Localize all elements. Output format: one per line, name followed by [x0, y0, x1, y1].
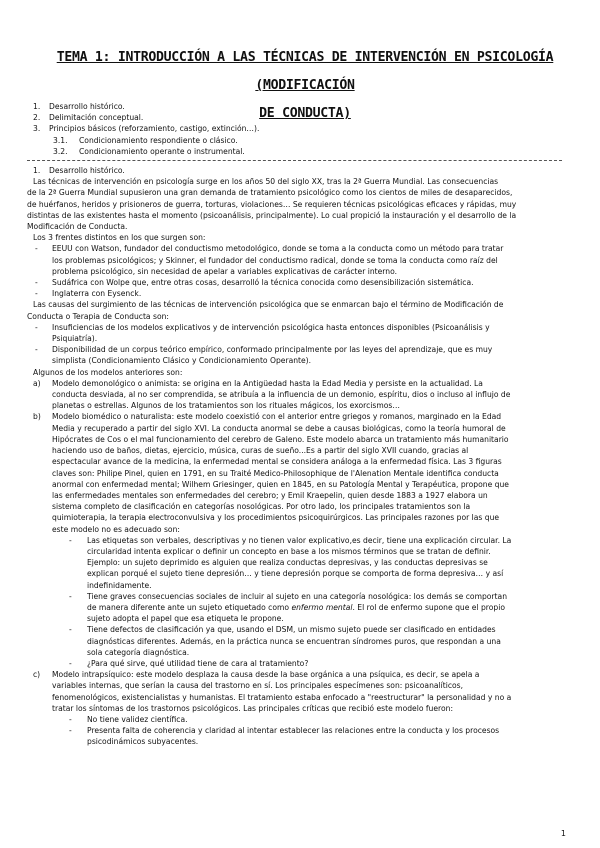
model-a: a) Modelo demonológico o animista: se origina en la Antigüedad hasta la Edad Media y persiste en la actualidad. La conducta desviada, al no ser comprendida, se atribuía a la influencia de un demonio, espíritu, dios o incluso al influjo de planetas o estrellas. Algunos de los tratamientos son los rituales mágicos, los exorcismos…	[33, 378, 511, 411]
table-of-contents	[27, 101, 562, 157]
section-heading: 1. Desarrollo histórico.	[33, 166, 125, 176]
section-divider	[27, 160, 562, 161]
models-intro: Algunos de los modelos anteriores son:	[33, 367, 183, 377]
toc-item: 3. Principios básicos (reforzamiento, castigo, extinción…).	[33, 124, 260, 134]
model-b: b) Modelo biomédico o naturalista: este modelo coexistió con el anterior entre griegos y romanos, marginado en la Edad Media y recuperado a partir del siglo XVI. La conducta anormal se debe a causas biológicas, como la teoría humoral de Hipócrates de Cos o el mal funcionamiento del cerebro de Galeno. Este modelo abarca un tratamiento más humanitario haciendo uso de baños, dietas, ejercicio, música, curas de sueño...Es a partir del siglo XVII cuando, gracias al espectacular avance de la medicina, la enfermedad mental se considera análoga a la enfermedad física. Las 3 figuras claves son: Philipe Pinel, quien en 1791, en su Traité Medico-Philosophique de l'Alenation Mentale identifica conducta anormal con enfermedad mental; Wilhem Griesinger, quien en 1845, en su Patología Mental y Terapéutica, propone que las enfermedades mentales son enfermedades del cerebro; y Emil Kraepelin, quien desde 1883 a 1927 elabora un sistema completo de clasificación en categorías nosológicas. Por otro lado, los principales tratamientos son la quimioterapia, la terapia electroconvulsiva y los procedimientos psicoquirúrgicos. Las principales razones por las que este modelo no es adecuado son: - Las etiquetas son verbales, descriptivas y no tienen valor explicativo,es decir, tiene una explicación circular. La circularidad intenta explicar o definir un concepto en base a los mismos términos que se tratan de definir. Ejemplo: un sujeto deprimido es alguien que realiza conductas depresivas, y las conductas depresivas se explican porqué el sujeto tiene depresión… y tiene depresión porque se comporta de forma depresiva… y así indefinidamente. - Tiene graves consecuencias sociales de incluir al sujeto en una categoría nosológica: los demás se comportan de manera diferente ante un sujeto etiquetado como enfermo mental. El rol de enfermo supone que el propio sujeto adopta el papel que esa etiqueta le propone. - Tiene defectos de clasificación ya que, usando el DSM, un mismo sujeto puede ser clasificado en entidades diagnósticas diferentes. Además, en la práctica nunca se encuentran síndromes puros, que respondan a una sola categoría diagnóstica. - ¿Para qué sirve, qué utilidad tiene de cara al tratamiento?	[27, 411, 562, 669]
toc-item: 1. Desarrollo histórico.	[33, 102, 125, 111]
list-item: - Tiene graves consecuencias sociales de incluir al sujeto en una categoría nosológica: los demás se comportan de manera diferente ante un sujeto etiquetado como enfermo mental. El rol de enfermo supone que el propio sujeto adopta el papel que esa etiqueta le propone.	[69, 591, 508, 624]
intro-paragraph: Las técnicas de intervención en psicología surge en los años 50 del siglo XX, tras la 2ª Guerra Mundial. Las consecuencias de la 2ª Guerra Mundial supusieron una gran demanda de tratamiento psicológico como los cientos de miles de desaparecidos, de huérfanos, heridos y prisioneros de guerra, torturas, violaciones… Se requieren técnicas psicológicas eficaces y rápidas, muy distintas de las existentes hasta el momento (psicoanálisis, principalmente). Lo cual propició la instauración y el desarrollo de la Modificación de Conducta.	[27, 177, 517, 232]
list-item: - Las etiquetas son verbales, descriptivas y no tienen valor explicativo,es decir, tiene una explicación circular. La circularidad intenta explicar o definir un concepto en base a los mismos términos que se tratan de definir. Ejemplo: un sujeto deprimido es alguien que realiza conductas depresivas, y las conductas depresivas se explican porqué el sujeto tiene depresión… y tiene depresión porque se comporta de forma depresiva… y así indefinidamente.	[69, 535, 512, 590]
list-item: - No tiene validez científica.	[69, 714, 188, 724]
toc-item: 2. Delimitación conceptual.	[33, 113, 144, 123]
list-item: - Insuficiencias de los modelos explicativos y de intervención psicológica hasta entonces disponibles (Psicoanálisis y Psiquiatría).	[35, 322, 490, 344]
list-item: - ¿Para qué sirve, qué utilidad tiene de cara al tratamiento?	[69, 658, 309, 668]
document-body	[27, 101, 562, 748]
model-c: c) Modelo intrapsíquico: este modelo desplaza la causa desde la base orgánica a una psíquica, es decir, se apela a variables internas, que serían la causa del trastorno en sí. Los principales especímenes son: psicoanalíticos, fenomenológicos, existencialistas y humanistas. El tratamiento estaba enfocado a "reestructurar" la personalidad y no a tratar los síntomas de los trastornos psicológicos. Las principales críticas que recibió este modelo fueron: - No tiene validez científica. - Presenta falta de coherencia y claridad al intentar establecer las relaciones entre la conducta y los procesos psicodinámicos subyacentes.	[27, 669, 562, 747]
page-number: 1	[560, 829, 566, 838]
list-item: - Disponibilidad de un corpus teórico empírico, conformado principalmente por las leyes del aprendizaje, que es muy simplista (Condicionamiento Clásico y Condicionamiento Operante).	[35, 345, 493, 366]
italic-term: enfermo mental	[291, 602, 353, 612]
list-item: - Sudáfrica con Wolpe que, entre otras cosas, desarrolló la técnica conocida como desensibilización sistemática.	[35, 278, 474, 288]
fronts-list	[27, 243, 562, 299]
toc-subitem: 3.2. Condicionamiento operante o instrumental.	[53, 146, 245, 156]
page-title-line-2: DE CONDUCTA)	[259, 106, 351, 121]
critiques-list	[52, 714, 562, 748]
toc-subitem: 3.1. Condicionamiento respondiente o clásico.	[53, 135, 238, 145]
causes-intro: Las causas del surgimiento de las técnicas de intervención psicológica que se enmarcan bajo el término de Modificación de Conducta o Terapia de Conducta son:	[27, 300, 504, 321]
page-title-line-1: TEMA 1: INTRODUCCIÓN A LAS TÉCNICAS DE INTERVENCIÓN EN PSICOLOGÍA (MODIFICACIÓN	[56, 50, 554, 93]
reasons-list	[52, 535, 562, 669]
list-item: - Presenta falta de coherencia y claridad al intentar establecer las relaciones entre la conducta y los procesos psicodinámicos subyacentes.	[69, 726, 500, 747]
list-item: - Inglaterra con Eysenck.	[35, 289, 142, 299]
list-item: - Tiene defectos de clasificación ya que, usando el DSM, un mismo sujeto puede ser clasificado en entidades diagnósticas diferentes. Además, en la práctica nunca se encuentran síndromes puros, que respondan a una sola categoría diagnóstica.	[69, 625, 501, 657]
causes-list	[27, 322, 562, 367]
list-item: - EEUU con Watson, fundador del conductismo metodológico, donde se toma a la conducta como un método para tratar los problemas psicológicos; y Skinner, el fundador del conductismo radical, donde se toma la conducta como raíz del problema psicológico, sin necesidad de apelar a variables explicativas de carácter interno.	[35, 244, 504, 276]
fronts-intro: Los 3 frentes distintos en los que surgen son:	[33, 233, 206, 243]
